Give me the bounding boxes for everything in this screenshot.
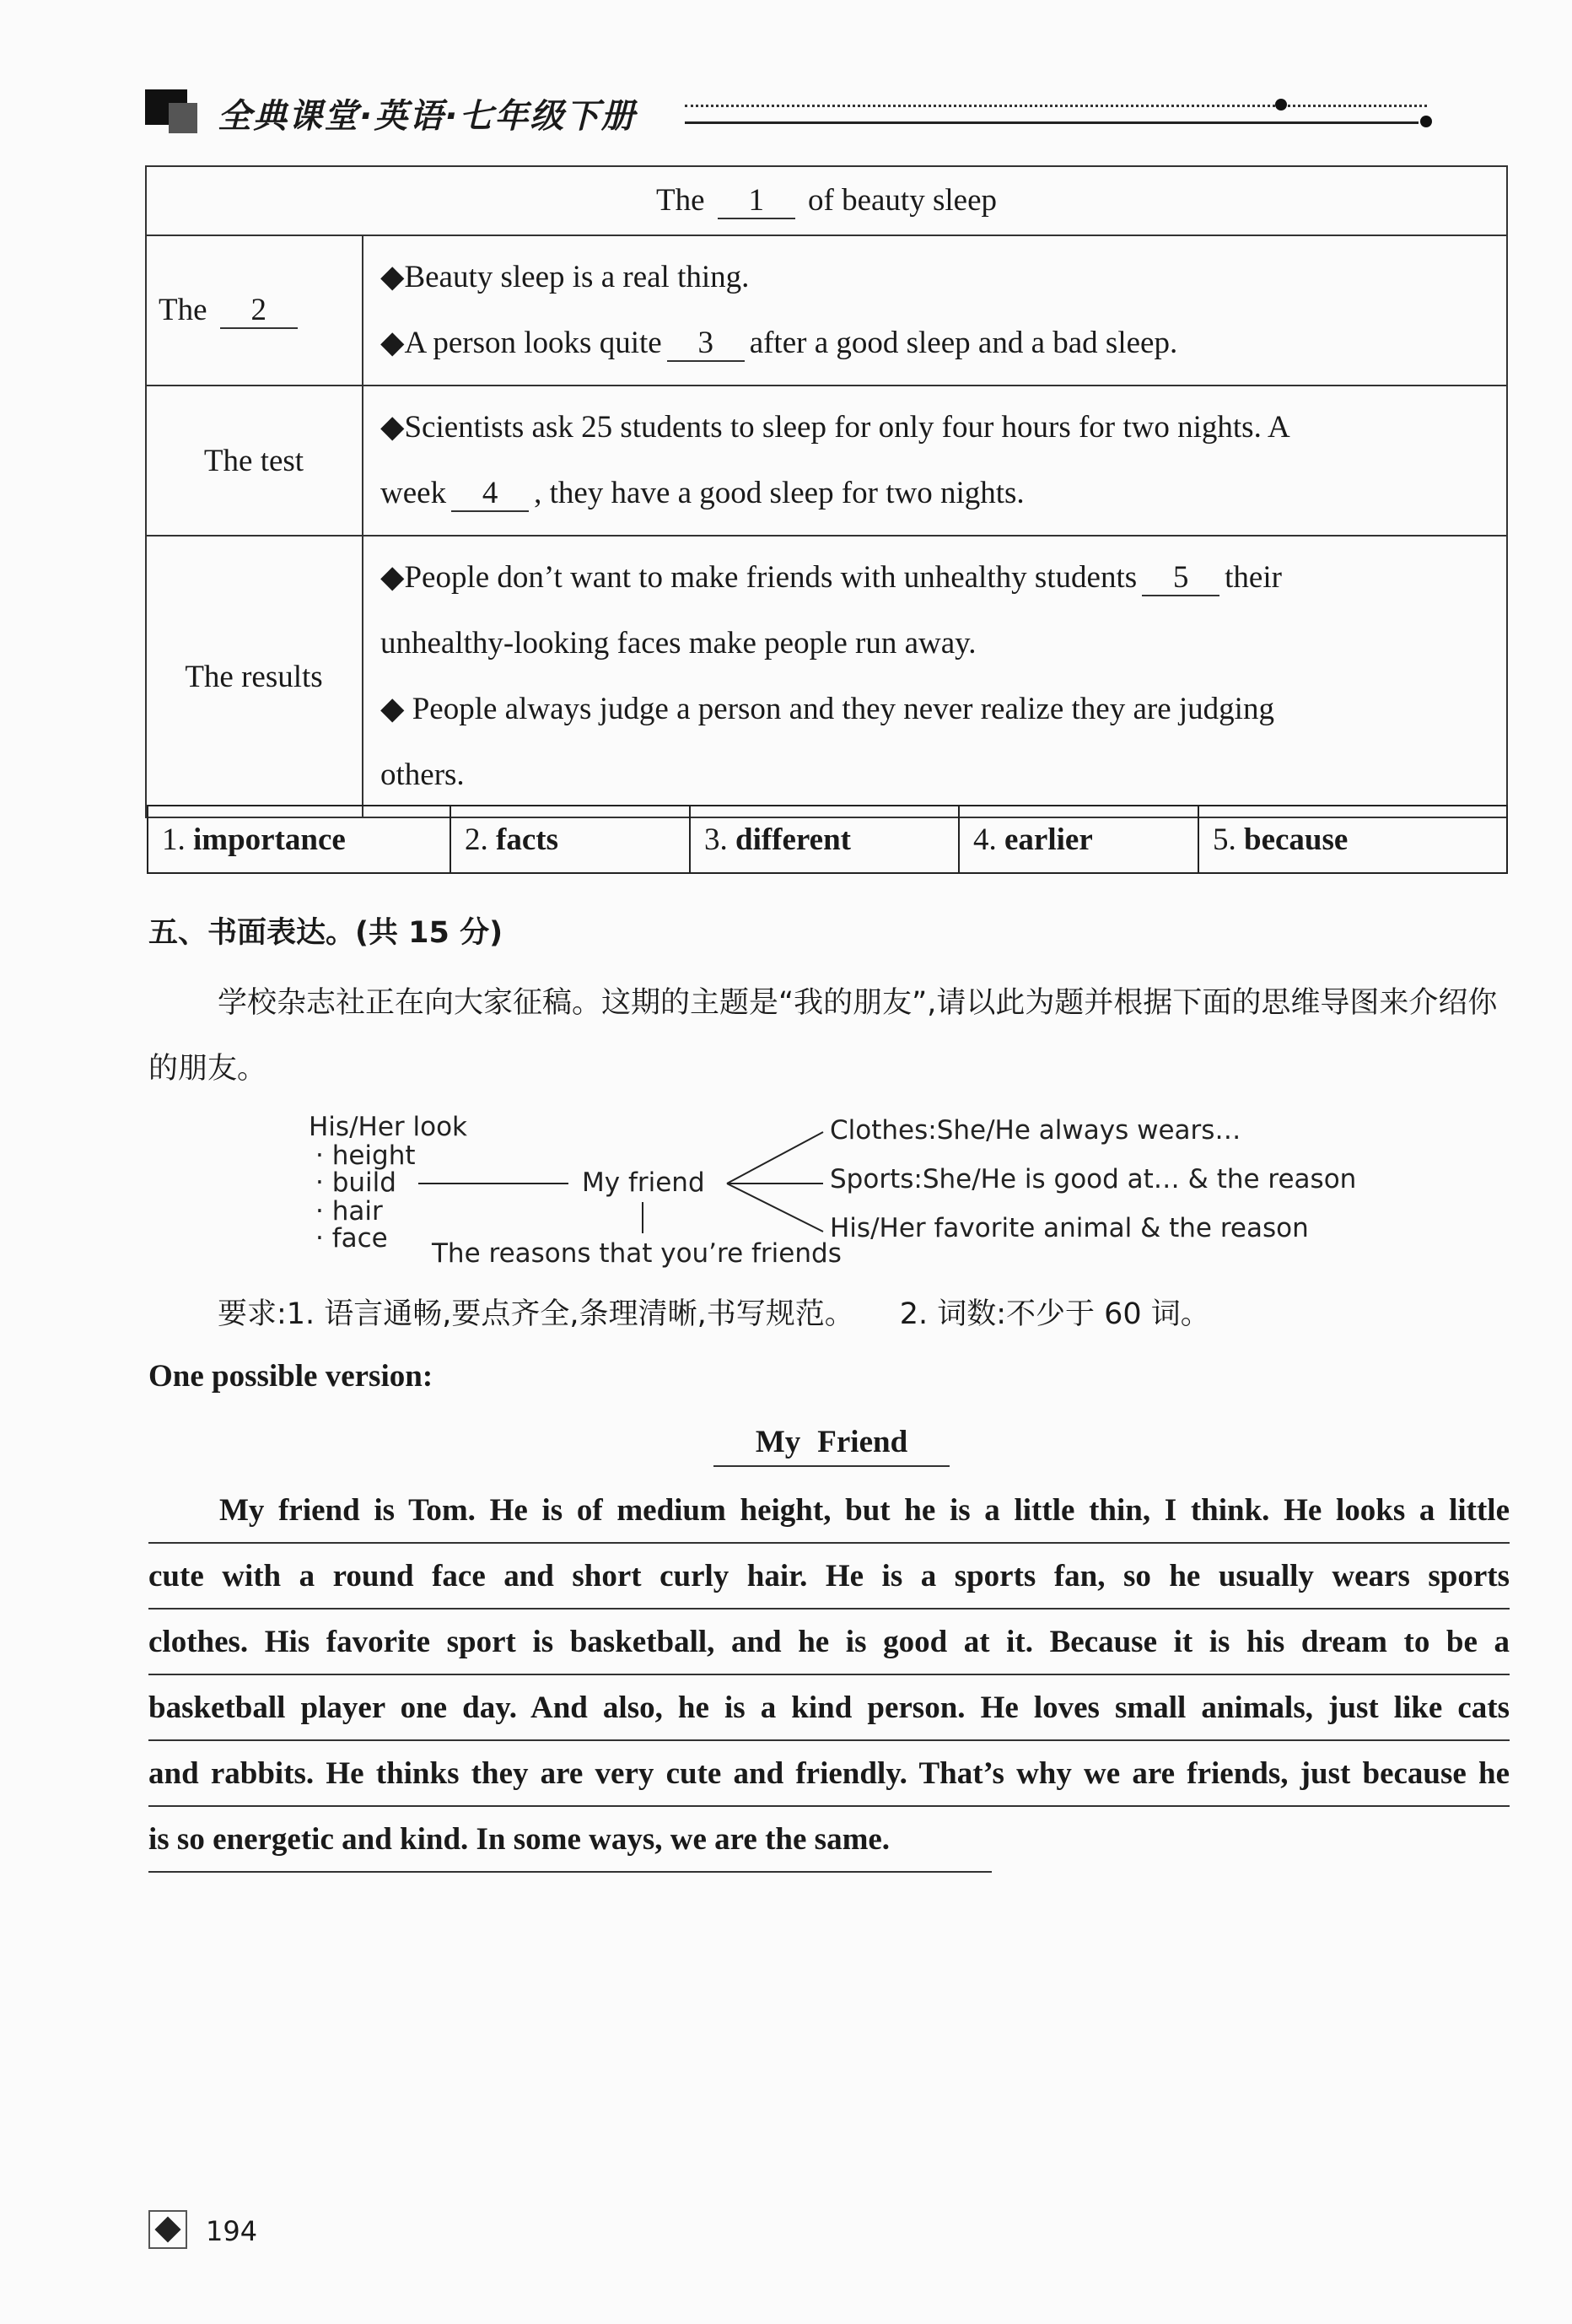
page-number: 194	[206, 2215, 258, 2247]
row-content-facts: ◆Beauty sleep is a real thing. ◆A person looks quite 3 after a good sleep and a bad sleep.	[363, 235, 1507, 386]
essay-line: cute with a round face and short curly hair. He is a sports fan, so he usually wears sports	[148, 1544, 1510, 1610]
mindmap-branch-clothes: Clothes:She/He always wears…	[830, 1115, 1241, 1146]
blank-4: 4	[451, 477, 529, 512]
essay-line: is so energetic and kind. In some ways, we are the same.	[148, 1807, 992, 1873]
mindmap-branch-sports: Sports:She/He is good at… & the reason	[830, 1164, 1357, 1194]
mindmap-look-item: · build	[315, 1167, 396, 1198]
row-content-results: ◆People don’t want to make friends with unhealthy students 5 their unhealthy-looking faces make people run away. ◆ People always judge a person and they never realize they are judging others.	[363, 536, 1507, 817]
row-label-facts: The 2	[146, 235, 363, 386]
blank-1: 1	[718, 184, 795, 219]
essay-body	[148, 1478, 1510, 1873]
row-content-test: ◆Scientists ask 25 students to sleep for only four hours for two nights. A week 4 , they have a good sleep for two nights.	[363, 386, 1507, 536]
header-title: 全典课堂·英语·七年级下册	[218, 97, 637, 136]
essay-line: My friend is Tom. He is of medium height, but he is a little thin, I think. He looks a little	[148, 1478, 1510, 1544]
answer-cell: 3. different	[690, 806, 959, 873]
mindmap-look-item: · height	[315, 1140, 416, 1171]
answer-cell: 5. because	[1198, 806, 1507, 873]
answer-label: One possible version:	[148, 1359, 433, 1394]
answer-cell: 1. importance	[148, 806, 450, 873]
mindmap-center: My friend	[582, 1167, 705, 1198]
answer-cell: 4. earlier	[959, 806, 1198, 873]
section-heading: 五、书面表达。(共 15 分)	[148, 916, 503, 950]
essay-line: clothes. His favorite sport is basketball, and he is good at it. Because it is his dream to be a	[148, 1610, 1510, 1675]
mindmap-look-title: His/Her look	[309, 1112, 467, 1142]
mindmap-look-item: · hair	[315, 1196, 383, 1227]
requirements: 要求:1. 语言通畅,要点齐全,条理清晰,书写规范。 2. 词数:不少于 60 词。	[218, 1297, 1210, 1331]
blank-5: 5	[1142, 561, 1219, 596]
row-label-results: The results	[146, 536, 363, 817]
outline-caption: The 1 of beauty sleep	[146, 166, 1507, 235]
diamond-icon	[148, 2210, 187, 2249]
essay-title: My Friend	[713, 1424, 950, 1467]
mindmap-look-item: · face	[315, 1223, 388, 1254]
mindmap-branch-reasons: The reasons that you’re friends	[432, 1238, 842, 1269]
blank-2: 2	[220, 294, 298, 329]
answer-cell: 2. facts	[450, 806, 690, 873]
essay-line: basketball player one day. And also, he is a kind person. He loves small animals, just like cats	[148, 1675, 1510, 1741]
mindmap-branch-animal: His/Her favorite animal & the reason	[830, 1213, 1309, 1243]
blank-3: 3	[667, 326, 745, 362]
section-intro: 学校杂志社正在向大家征稿。这期的主题是“我的朋友”,请以此为题并根据下面的思维导图来介绍你的朋友。	[148, 986, 1498, 1086]
essay-line: and rabbits. He thinks they are very cute and friendly. That’s why we are friends, just because he	[148, 1741, 1510, 1807]
row-label-test: The test	[146, 386, 363, 536]
